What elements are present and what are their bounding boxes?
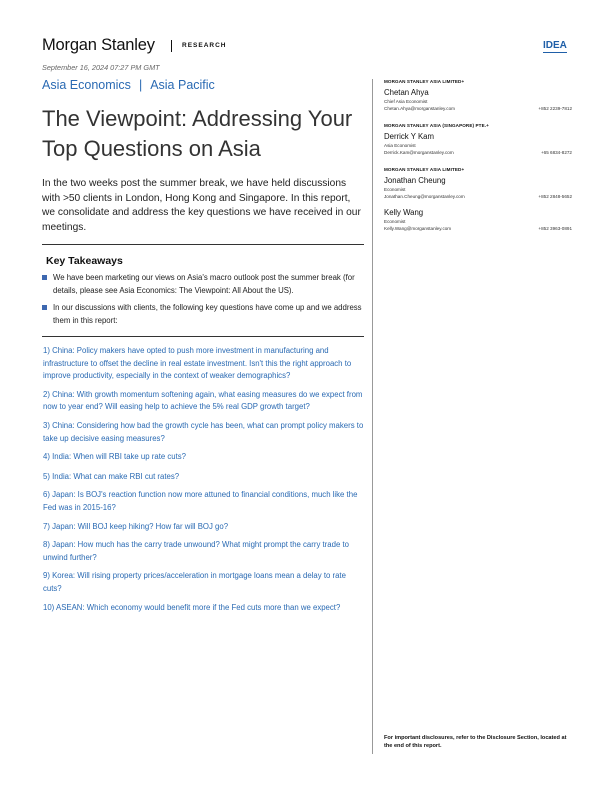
takeaway-text: We have been marketing our views on Asia's macro outlook post the summer break (for details, please see Asia Economics: The Viewpoint: All About the US).: [53, 273, 355, 295]
contact-person: [384, 132, 572, 157]
key-takeaways-heading: Key Takeaways: [46, 255, 123, 267]
divider-top: [42, 244, 364, 245]
contact-group: [384, 167, 572, 233]
question-link[interactable]: 7) Japan: Will BOJ keep hiking? How far will BOJ go?: [43, 521, 229, 531]
takeaway-bullet: [42, 272, 364, 297]
key-takeaways-list: [42, 272, 364, 332]
subject-separator: |: [138, 78, 143, 92]
contacts-sidebar: [384, 79, 572, 233]
contact-email[interactable]: Kelly.Wang@morganstanley.com: [384, 226, 452, 231]
section-label: RESEARCH: [182, 42, 227, 49]
brand-logo: Morgan Stanley: [42, 36, 155, 54]
idea-badge: IDEA: [543, 40, 567, 51]
question-link[interactable]: 2) China: With growth momentum softening again, what easing measures do we expect from now to year end? Will easing help to achieve the 5% real GDP growth target?: [43, 389, 363, 412]
contact-role: Asia Economist: [384, 143, 416, 148]
contact-group: [384, 123, 572, 157]
contact-person: [384, 176, 572, 201]
question-link[interactable]: 1) China: Policy makers have opted to push more investment in manufacturing and infrastructure to offset the decline in real estate investment. Isn't this the right approach to improve productivity, especially in the context of weaker demographics?: [43, 346, 352, 381]
report-title: The Viewpoint: Addressing Your Top Questions on Asia: [42, 106, 353, 161]
takeaway-bullet: [42, 302, 364, 327]
contact-email[interactable]: Jonathan.Cheung@morganstanley.com: [384, 194, 465, 199]
contact-phone: +852 2239-7812: [538, 106, 572, 111]
subject-secondary-link[interactable]: Asia Pacific: [150, 78, 215, 92]
question-link[interactable]: 9) Korea: Will rising property prices/acceleration in mortgage loans mean a delay to rate cuts?: [43, 571, 346, 593]
publish-date: September 16, 2024 07:27 PM GMT: [42, 63, 160, 72]
contact-phone: +852 2848-5652: [538, 194, 572, 199]
intro-paragraph: In the two weeks post the summer break, we have held discussions with >50 clients in London, Hong Kong and Singapore. In this report, we consolidate and address the key questions we have received in our meetings.: [42, 178, 361, 233]
sidebar-divider: [372, 79, 373, 754]
contact-details: [384, 193, 572, 201]
bullet-square-icon: [42, 275, 47, 280]
contact-email[interactable]: Chetan.Ahya@morganstanley.com: [384, 106, 455, 111]
contact-email[interactable]: Derrick.Kam@morganstanley.com: [384, 150, 454, 155]
question-link[interactable]: 10) ASEAN: Which economy would benefit more if the Fed cuts more than we expect?: [43, 602, 341, 612]
question-link[interactable]: 3) China: Considering how bad the growth cycle has been, what can prompt policy makers to take up decisive easing measures?: [43, 420, 364, 443]
question-link[interactable]: 4) India: When will RBI take up rate cuts?: [43, 452, 187, 462]
contact-name: Chetan Ahya: [384, 88, 429, 97]
firm-name: MORGAN STANLEY ASIA LIMITED+: [384, 79, 465, 84]
subject-primary-link[interactable]: Asia Economics: [42, 78, 131, 92]
disclosure-note: For important disclosures, refer to the Disclosure Section, located at the end of this report.: [384, 735, 567, 749]
firm-name: MORGAN STANLEY ASIA (SINGAPORE) PTE.+: [384, 123, 489, 128]
logo-divider: [171, 40, 172, 52]
contact-role: Economist: [384, 187, 406, 192]
contact-phone: +852 3963-0891: [538, 226, 572, 231]
contact-name: Derrick Y Kam: [384, 132, 434, 141]
divider-bottom: [42, 336, 364, 337]
firm-name: MORGAN STANLEY ASIA LIMITED+: [384, 167, 465, 172]
contact-person: [384, 88, 572, 113]
contact-person: [384, 208, 572, 233]
contact-details: [384, 105, 572, 113]
question-link[interactable]: 8) Japan: How much has the carry trade unwound? What might prompt the carry trade to unwind further?: [43, 540, 349, 562]
contact-phone: +65 6834-8272: [540, 150, 572, 155]
contact-role: Economist: [384, 219, 406, 224]
question-link[interactable]: 5) India: What can make RBI cut rates?: [43, 471, 180, 481]
subject-line: [42, 78, 215, 92]
contact-name: Jonathan Cheung: [384, 176, 446, 185]
bullet-square-icon: [42, 305, 47, 310]
question-link[interactable]: 6) Japan: Is BOJ's reaction function now more attuned to financial conditions, much like the Fed was in 2015-16?: [43, 490, 358, 512]
contact-details: [384, 149, 572, 157]
contact-details: [384, 225, 572, 233]
takeaway-text: In our discussions with clients, the following key questions have come up and we address them in this report:: [53, 303, 362, 325]
contact-role: Chief Asia Economist: [384, 99, 428, 104]
questions-list: [42, 345, 364, 614]
contact-group: [384, 79, 572, 113]
contact-name: Kelly Wang: [384, 208, 424, 217]
